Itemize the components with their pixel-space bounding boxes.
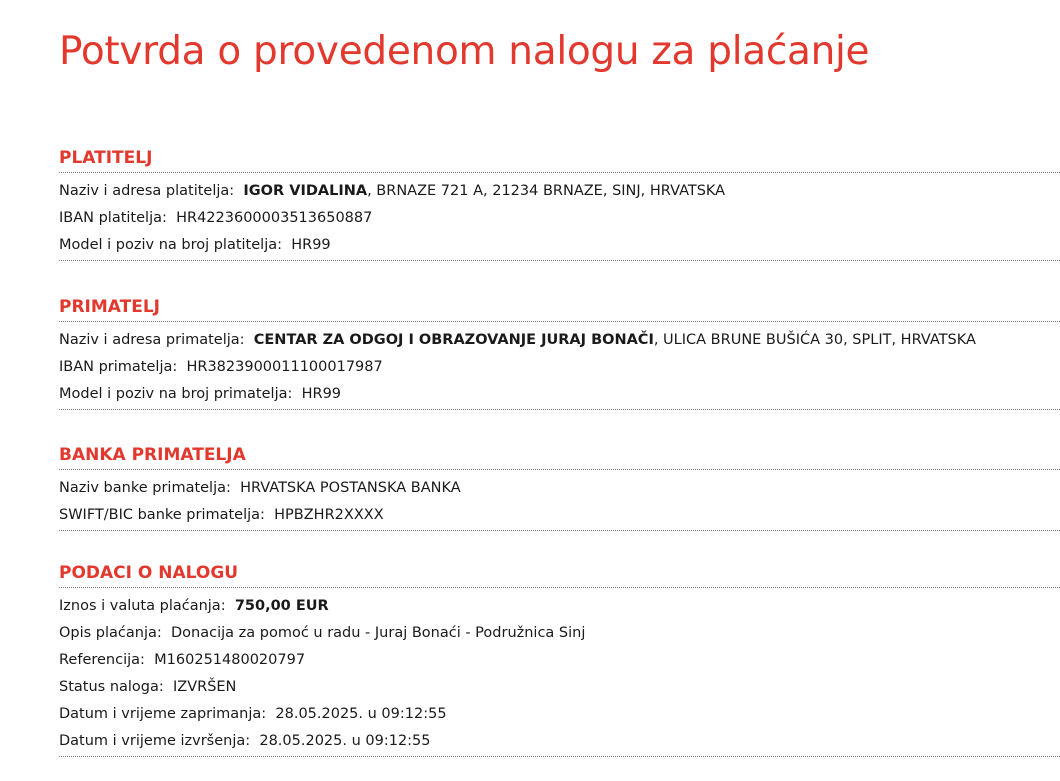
bank-name-label: Naziv banke primatelja: <box>59 480 231 496</box>
payer-details <box>59 173 1060 261</box>
order-section <box>59 561 1060 757</box>
description-label: Opis plaćanja: <box>59 625 162 641</box>
page-title: Potvrda o provedenom nalogu za plaćanje <box>59 29 870 74</box>
payee-bank-details <box>59 470 1060 531</box>
reference-row <box>59 647 1060 674</box>
payee-iban-row <box>59 354 1060 381</box>
status-label: Status naloga: <box>59 679 164 695</box>
payer-name: IGOR VIDALINA <box>243 183 368 199</box>
payer-name-row <box>59 178 1060 205</box>
payer-iban-label: IBAN platitelja: <box>59 210 167 226</box>
payee-section <box>59 295 1060 410</box>
bank-name: HRVATSKA POSTANSKA BANKA <box>240 480 461 496</box>
payer-iban-row <box>59 205 1060 232</box>
payee-model: HR99 <box>301 386 342 402</box>
bank-swift-label: SWIFT/BIC banke primatelja: <box>59 507 265 523</box>
payee-name-row <box>59 327 1060 354</box>
payee-bank-section <box>59 443 1060 531</box>
executed-label: Datum i vrijeme izvršenja: <box>59 733 251 749</box>
payer-address: , BRNAZE 721 A, 21234 BRNAZE, SINJ, HRVATSKA <box>367 183 726 199</box>
status-row <box>59 674 1060 701</box>
description-value: Donacija za pomoć u radu - Juraj Bonaći - Podružnica Sinj <box>171 625 586 641</box>
payee-heading: PRIMATELJ <box>59 295 1060 322</box>
payer-model: HR99 <box>291 237 331 253</box>
payee-model-row <box>59 381 1060 408</box>
order-details <box>59 588 1060 757</box>
bank-swift: HPBZHR2XXXX <box>274 507 384 523</box>
payee-model-label: Model i poziv na broj primatelja: <box>59 386 293 402</box>
received-value: 28.05.2025. u 09:12:55 <box>275 706 447 722</box>
payer-section <box>59 146 1060 261</box>
payee-details <box>59 322 1060 410</box>
bank-swift-row <box>59 502 1060 529</box>
payer-model-label: Model i poziv na broj platitelja: <box>59 237 282 253</box>
reference-label: Referencija: <box>59 652 145 668</box>
amount-value: 750,00 EUR <box>234 598 329 614</box>
received-label: Datum i vrijeme zaprimanja: <box>59 706 267 722</box>
payee-name: CENTAR ZA ODGOJ I OBRAZOVANJE JURAJ BONAČI <box>253 332 654 348</box>
payer-iban: HR4223600003513650887 <box>176 210 373 226</box>
payer-name-label: Naziv i adresa platitelja: <box>59 183 235 199</box>
status-value: IZVRŠEN <box>172 679 237 695</box>
payee-iban-label: IBAN primatelja: <box>59 359 178 375</box>
payee-address: , ULICA BRUNE BUŠIĆA 30, SPLIT, HRVATSKA <box>653 332 976 348</box>
received-row <box>59 701 1060 728</box>
amount-label: Iznos i valuta plaćanja: <box>59 598 226 614</box>
bank-name-row <box>59 475 1060 502</box>
payee-bank-heading: BANKA PRIMATELJA <box>59 443 1060 470</box>
reference-value: M160251480020797 <box>154 652 306 668</box>
executed-value: 28.05.2025. u 09:12:55 <box>259 733 431 749</box>
payer-heading: PLATITELJ <box>59 146 1060 173</box>
description-row <box>59 620 1060 647</box>
executed-row <box>59 728 1060 755</box>
amount-row <box>59 593 1060 620</box>
payer-model-row <box>59 232 1060 259</box>
payee-name-label: Naziv i adresa primatelja: <box>59 332 245 348</box>
payee-iban: HR3823900011100017987 <box>186 359 383 375</box>
order-heading: PODACI O NALOGU <box>59 561 1060 588</box>
